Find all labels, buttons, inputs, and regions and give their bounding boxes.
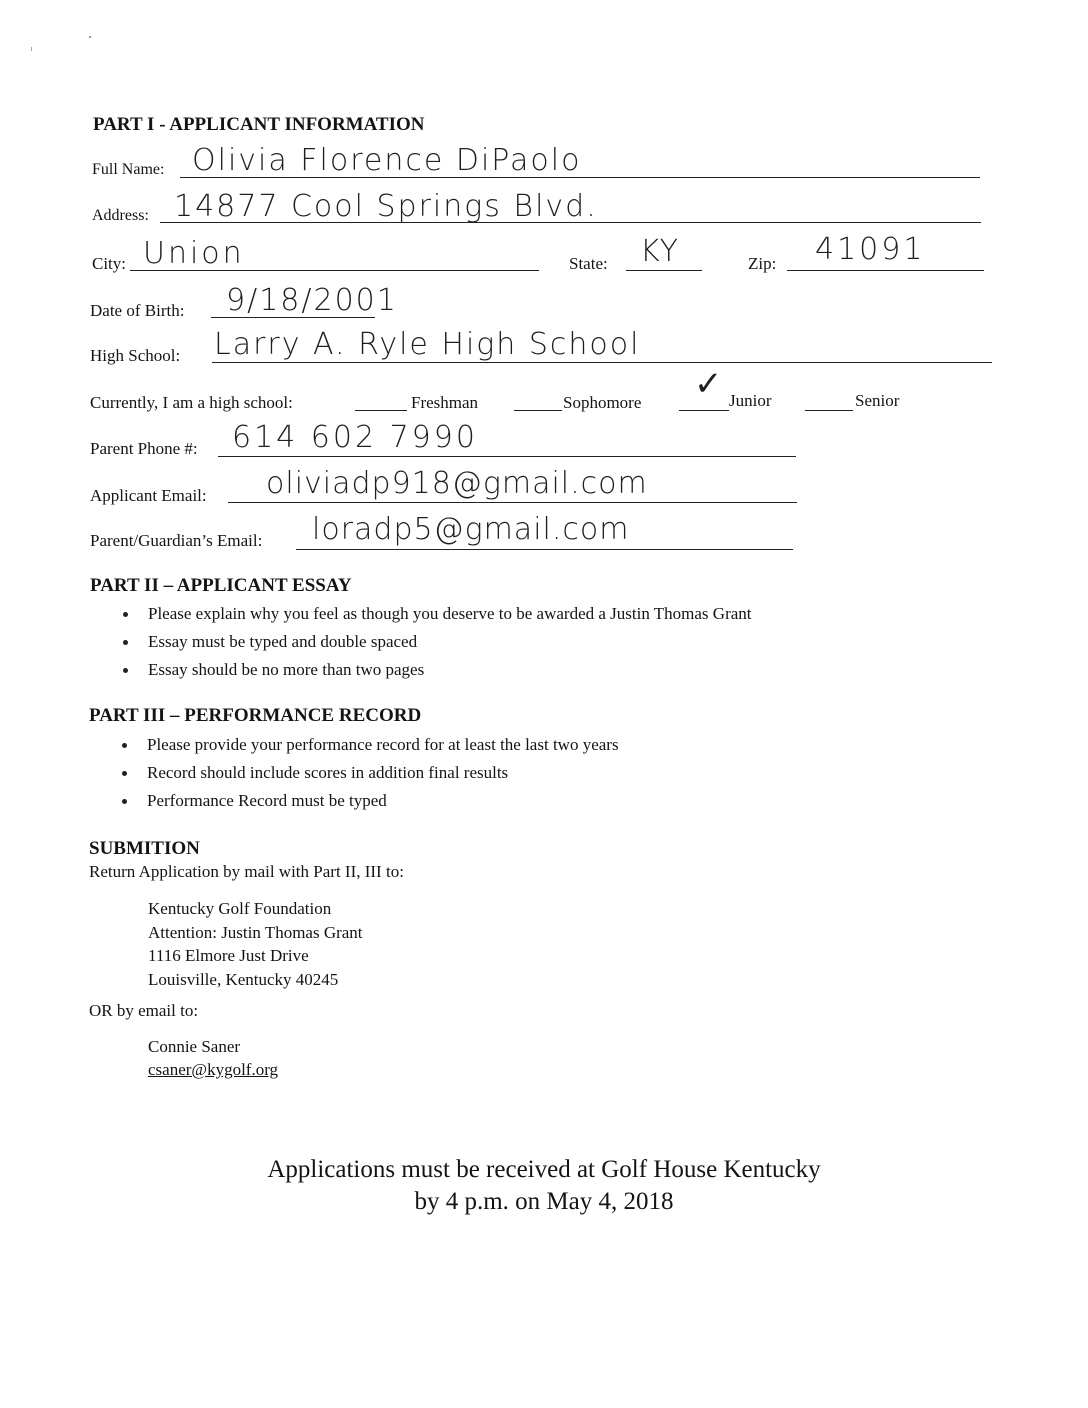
check-mark-icon: ✓: [694, 364, 723, 404]
city-label: City:: [92, 254, 127, 273]
list-item: Please provide your performance record for at least the last two years: [89, 731, 619, 759]
or-email-text: OR by email to:: [89, 1001, 199, 1020]
address-line: 1116 Elmore Just Drive: [148, 946, 309, 965]
parent-phone-label: Parent Phone #:: [90, 439, 198, 458]
submission-intro: Return Application by mail with Part II, III to:: [89, 862, 404, 881]
part2-heading: PART II – APPLICANT ESSAY: [90, 575, 352, 596]
deadline-notice-line2: by 4 p.m. on May 4, 2018: [414, 1188, 674, 1215]
part3-heading: PART III – PERFORMANCE RECORD: [89, 705, 422, 726]
grade-blank-junior: [679, 410, 729, 411]
contact-name: Connie Saner: [148, 1037, 241, 1056]
part2-list: [90, 600, 752, 684]
school-value: Larry A. Ryle High School: [214, 327, 641, 362]
parent-email-line: [296, 549, 793, 550]
state-line: [626, 270, 702, 271]
contact-email-link[interactable]: csaner@kygolf.org: [148, 1060, 279, 1079]
full-name-label: Full Name:: [92, 161, 165, 178]
list-item: Record should include scores in addition final results: [89, 759, 619, 787]
part1-heading: PART I - APPLICANT INFORMATION: [93, 114, 425, 135]
school-line: [212, 362, 992, 363]
deadline-notice-line1: Applications must be received at Golf House Kentucky: [267, 1156, 821, 1183]
grade-blank-freshman: [355, 410, 407, 411]
list-item: Performance Record must be typed: [89, 787, 619, 815]
school-label: High School:: [90, 346, 181, 365]
grade-blank-senior: [805, 410, 853, 411]
zip-line: [787, 270, 984, 271]
grade-blank-sophomore: [514, 410, 562, 411]
parent-email-value: loradp5@gmail.com: [312, 512, 630, 547]
address-value: 14877 Cool Springs Blvd.: [174, 189, 598, 224]
city-value: Union: [143, 236, 245, 271]
mailing-address: [148, 897, 363, 991]
parent-phone-value: 614 602 7990: [232, 420, 478, 455]
grade-option-junior: Junior: [729, 391, 772, 410]
address-line: Attention: Justin Thomas Grant: [148, 922, 363, 942]
parent-phone-line: [218, 456, 796, 457]
applicant-email-label: Applicant Email:: [90, 486, 207, 505]
dob-label: Date of Birth:: [90, 301, 185, 320]
submission-heading: SUBMITION: [89, 838, 200, 859]
grade-option-freshman: Freshman: [411, 393, 479, 412]
state-label: State:: [569, 254, 608, 273]
list-item: Essay should be no more than two pages: [90, 656, 752, 684]
dob-value: 9/18/2001: [226, 283, 398, 318]
address-line: Louisville, Kentucky 40245: [148, 969, 339, 989]
state-value: KY: [640, 234, 678, 269]
zip-label: Zip:: [748, 254, 777, 273]
address-line: Kentucky Golf Foundation: [148, 899, 332, 918]
applicant-email-line: [228, 502, 797, 503]
zip-value: 41091: [815, 232, 926, 267]
part3-list: [89, 731, 619, 815]
full-name-value: Olivia Florence DiPaolo: [192, 143, 582, 178]
list-item: Essay must be typed and double spaced: [90, 628, 752, 656]
scan-speck: [89, 36, 91, 38]
grade-option-senior: Senior: [855, 391, 900, 410]
applicant-email-value: oliviadp918@gmail.com: [266, 466, 648, 501]
grade-label: Currently, I am a high school:: [90, 393, 293, 412]
grade-option-sophomore: Sophomore: [563, 393, 642, 412]
list-item: Please explain why you feel as though you deserve to be awarded a Justin Thomas Grant: [90, 600, 752, 628]
parent-email-label: Parent/Guardian’s Email:: [90, 531, 263, 550]
address-label: Address:: [92, 207, 149, 224]
scan-speck: [31, 47, 32, 51]
